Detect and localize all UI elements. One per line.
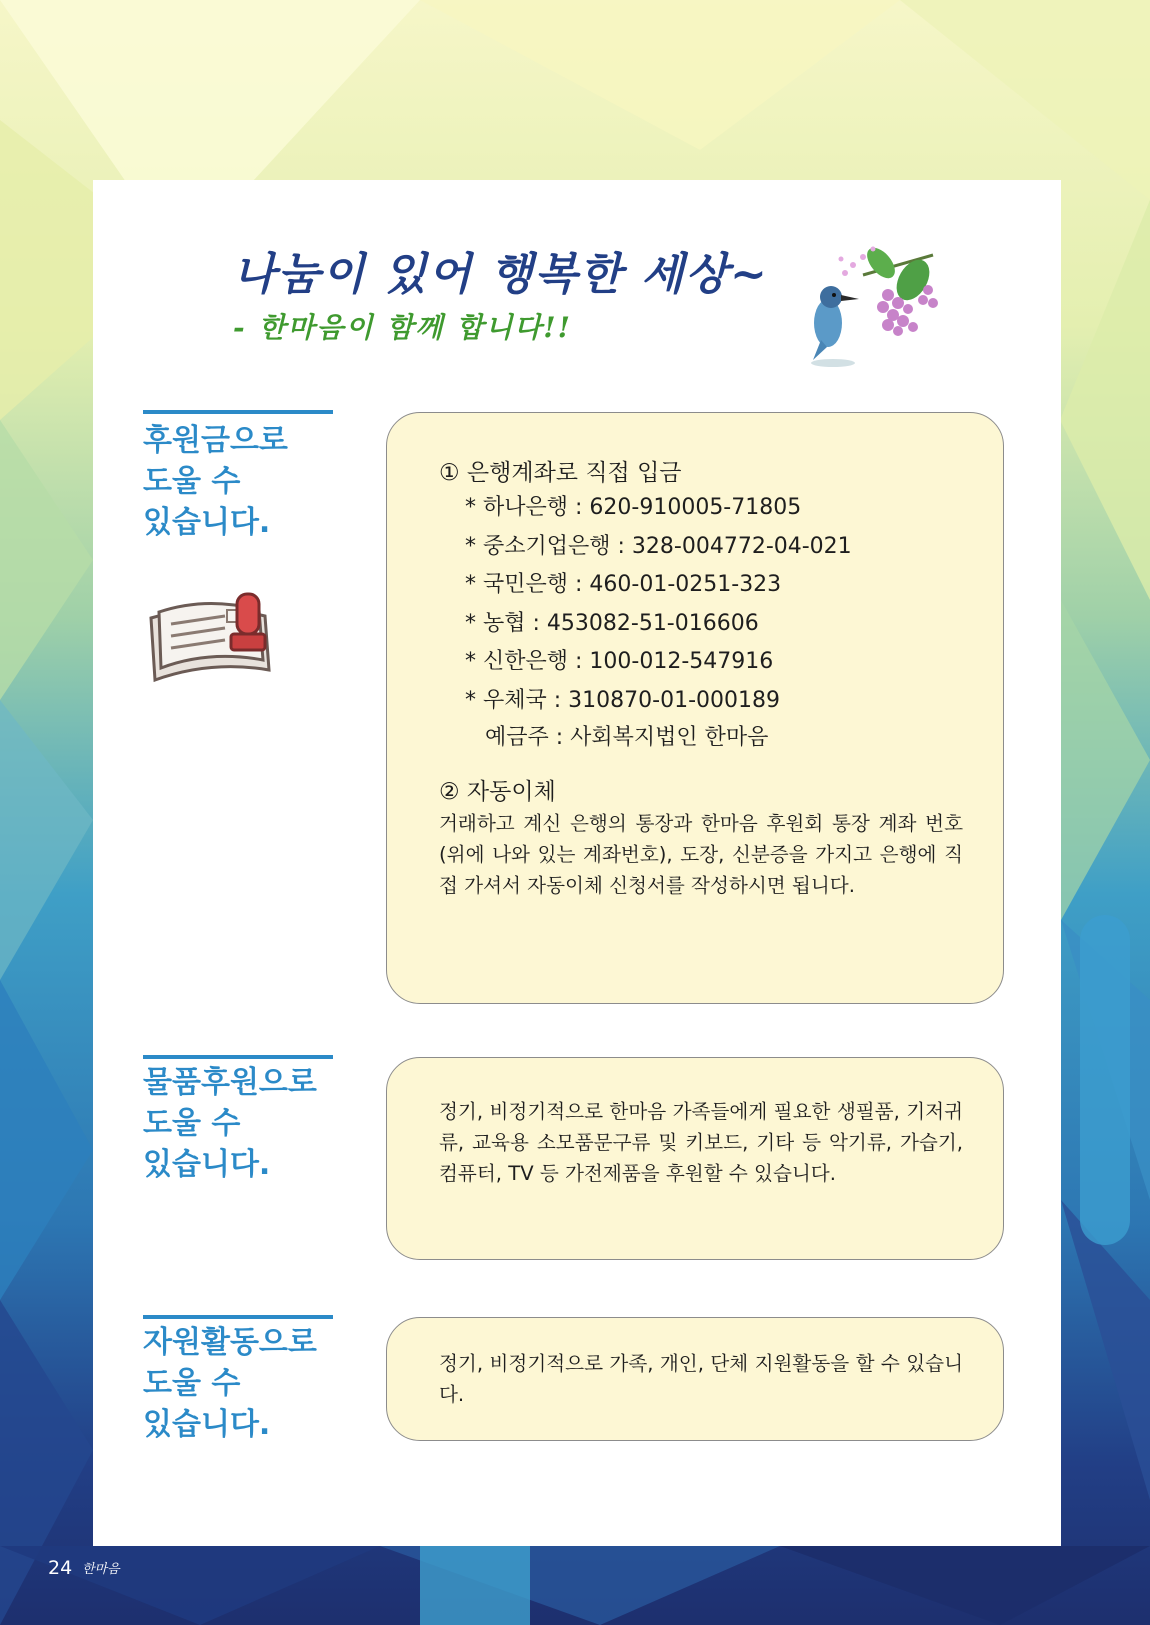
section-3-title xyxy=(143,1322,343,1445)
section-3-rule xyxy=(143,1315,333,1319)
auto-transfer-heading: ② 자동이체 xyxy=(439,779,556,805)
section-2-title-line-1: 물품후원으로 xyxy=(143,1065,317,1100)
account-holder: 예금주 : 사회복지법인 한마음 xyxy=(485,725,769,750)
account-hana: * 하나은행 : 620-910005-71805 xyxy=(465,495,802,520)
volunteer-text: 정기, 비정기적으로 가족, 개인, 단체 지원활동을 할 수 있습니다. xyxy=(439,1352,963,1406)
section-1-title xyxy=(143,420,343,543)
goods-donation-box xyxy=(386,1057,1004,1260)
account-kb: * 국민은행 : 460-01-0251-323 xyxy=(465,572,782,597)
section-1-title-line-2: 도울 수 xyxy=(143,464,241,499)
section-2-title-line-3: 있습니다. xyxy=(143,1147,271,1182)
auto-transfer-text: 거래하고 계신 은행의 통장과 한마음 후원회 통장 계좌 번호(위에 나와 있는 계좌번호), 도장, 신분증을 가지고 은행에 직접 가셔서 자동이체 신청서를 작성하시면 됩니다. xyxy=(439,812,963,897)
section-1-title-line-3: 있습니다. xyxy=(143,505,271,540)
section-2-title-line-2: 도울 수 xyxy=(143,1106,241,1141)
account-nh: * 농협 : 453082-51-016606 xyxy=(465,610,759,636)
account-ibk: * 중소기업은행 : 328-004772-04-021 xyxy=(465,533,852,559)
goods-donation-text: 정기, 비정기적으로 한마음 가족들에게 필요한 생필품, 기저귀류, 교육용 소모품문구류 및 키보드, 기타 등 악기류, 가습기, 컴퓨터, TV 등 가전제품을 후원할 수 있습니다. xyxy=(439,1100,963,1185)
section-2-title xyxy=(143,1062,343,1185)
page-headline: 나눔이 있어 행복한 세상~ xyxy=(233,249,769,300)
stamp-bankbook-icon xyxy=(145,588,277,688)
account-shinhan: * 신한은행 : 100-012-547916 xyxy=(465,649,774,674)
section-3-title-line-2: 도울 수 xyxy=(143,1366,241,1401)
section-3-title-line-3: 있습니다. xyxy=(143,1407,271,1442)
footer-brand: 한마음 xyxy=(82,1562,120,1577)
bank-transfer-heading: ① 은행계좌로 직접 입금 xyxy=(439,460,682,486)
content-card xyxy=(93,180,1061,1546)
volunteer-box xyxy=(386,1317,1004,1441)
page-subline: - 한마음이 함께 합니다!! xyxy=(233,311,572,344)
account-post: * 우체국 : 310870-01-000189 xyxy=(465,687,780,713)
donation-info-box xyxy=(386,412,1004,1004)
section-1-rule xyxy=(143,410,333,414)
kingfisher-lilac-illustration xyxy=(793,235,953,370)
section-2-rule xyxy=(143,1055,333,1059)
page-number: 24 xyxy=(48,1557,73,1579)
section-3-title-line-1: 자원활동으로 xyxy=(143,1325,317,1360)
section-1-title-line-1: 후원금으로 xyxy=(143,423,288,458)
